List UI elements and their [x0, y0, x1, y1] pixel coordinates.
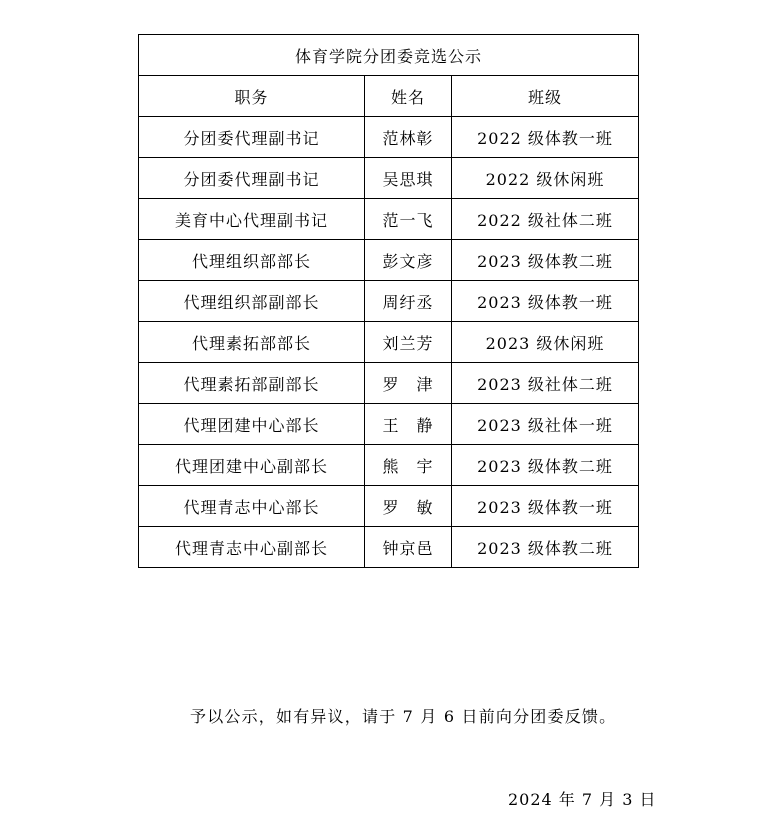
- cell-name: 彭文彦: [365, 240, 452, 281]
- cell-name: 吴思琪: [365, 158, 452, 199]
- cell-class: 2023 级体教二班: [452, 445, 639, 486]
- cell-class: 2023 级休闲班: [452, 322, 639, 363]
- notice-date: 2024 年 7 月 3 日: [508, 790, 657, 809]
- table-row: [139, 404, 639, 445]
- table-row: [139, 486, 639, 527]
- cell-position: 代理素拓部部长: [139, 322, 365, 363]
- cell-name: 罗 津: [365, 363, 452, 404]
- header-position: 职务: [139, 76, 365, 117]
- cell-position: 代理团建中心副部长: [139, 445, 365, 486]
- cell-position: 美育中心代理副书记: [139, 199, 365, 240]
- table-row: [139, 199, 639, 240]
- table-row: [139, 322, 639, 363]
- cell-class: 2023 级体教二班: [452, 240, 639, 281]
- cell-name: 钟京邑: [365, 527, 452, 568]
- cell-position: 代理青志中心副部长: [139, 527, 365, 568]
- header-row: [139, 76, 639, 117]
- cell-class: 2023 级社体二班: [452, 363, 639, 404]
- cell-position: 代理团建中心部长: [139, 404, 365, 445]
- cell-position: 代理组织部副部长: [139, 281, 365, 322]
- table-row: [139, 281, 639, 322]
- cell-position: 分团委代理副书记: [139, 158, 365, 199]
- header-class: 班级: [452, 76, 639, 117]
- cell-class: 2023 级体教一班: [452, 486, 639, 527]
- header-name: 姓名: [365, 76, 452, 117]
- election-notice-table: [138, 34, 639, 568]
- notice-statement: 予以公示，如有异议，请于 7 月 6 日前向分团委反馈。: [190, 707, 617, 726]
- cell-name: 罗 敏: [365, 486, 452, 527]
- table-body: [139, 35, 639, 568]
- cell-class: 2022 级社体二班: [452, 199, 639, 240]
- cell-name: 范一飞: [365, 199, 452, 240]
- cell-class: 2023 级体教二班: [452, 527, 639, 568]
- cell-position: 代理青志中心部长: [139, 486, 365, 527]
- table-row: [139, 363, 639, 404]
- cell-position: 代理素拓部副部长: [139, 363, 365, 404]
- cell-class: 2023 级体教一班: [452, 281, 639, 322]
- table-title: 体育学院分团委竞选公示: [139, 35, 639, 76]
- title-row: [139, 35, 639, 76]
- cell-name: 刘兰芳: [365, 322, 452, 363]
- table-row: [139, 445, 639, 486]
- cell-name: 熊 宇: [365, 445, 452, 486]
- cell-class: 2022 级体教一班: [452, 117, 639, 158]
- cell-position: 分团委代理副书记: [139, 117, 365, 158]
- table-row: [139, 158, 639, 199]
- cell-position: 代理组织部部长: [139, 240, 365, 281]
- table-row: [139, 117, 639, 158]
- cell-name: 王 静: [365, 404, 452, 445]
- cell-class: 2023 级社体一班: [452, 404, 639, 445]
- table-row: [139, 240, 639, 281]
- table-row: [139, 527, 639, 568]
- cell-name: 范林彰: [365, 117, 452, 158]
- cell-name: 周纡丞: [365, 281, 452, 322]
- cell-class: 2022 级休闲班: [452, 158, 639, 199]
